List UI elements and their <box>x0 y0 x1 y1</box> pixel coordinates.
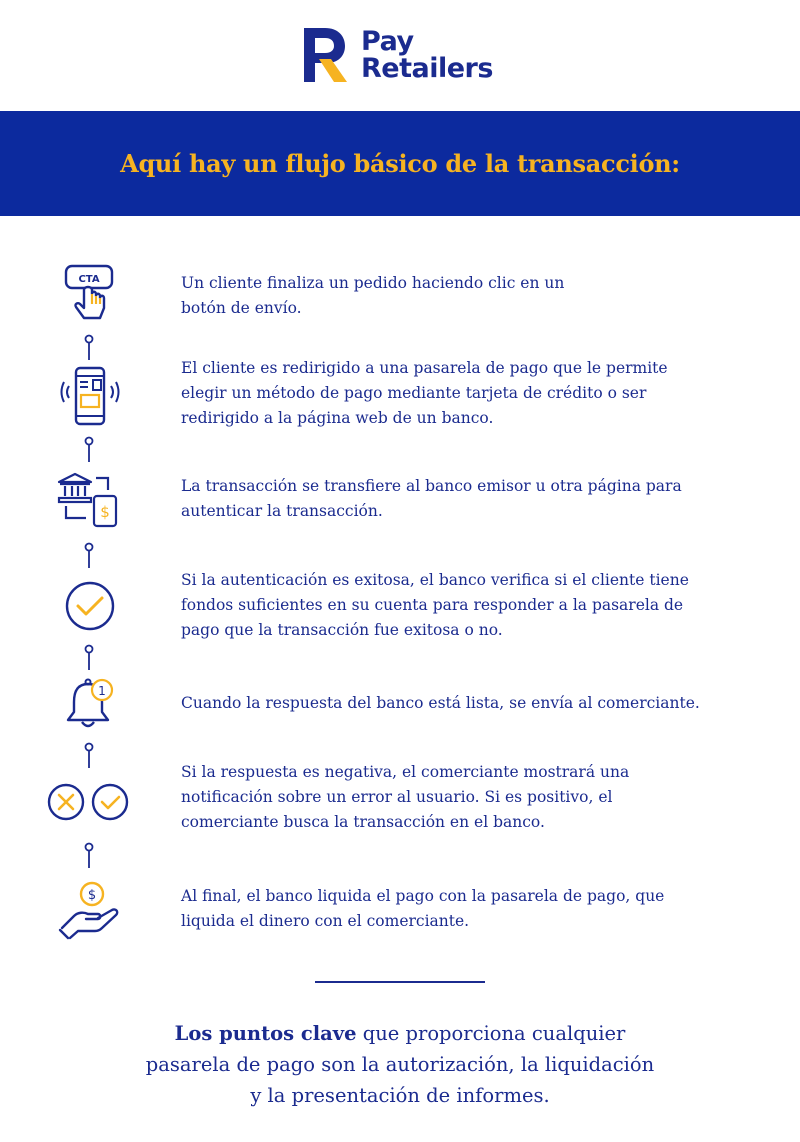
connector-5 <box>84 742 94 768</box>
cta-click-icon <box>62 264 118 324</box>
bank-transfer-icon <box>56 470 122 530</box>
closing-statement <box>60 1018 740 1111</box>
hand-coin-icon <box>58 880 122 940</box>
closing-line-1 <box>60 1018 740 1049</box>
closing-line-3: y la presentación de informes. <box>250 1084 550 1107</box>
section-divider <box>315 981 485 983</box>
step-7-text: Al final, el banco liquida el pago con la pasarela de pago, que liquida el dinero con el comerciante. <box>181 887 665 930</box>
coin-dollar-sign: $ <box>87 888 97 903</box>
connector-1 <box>84 334 94 360</box>
step-6-text: Si la respuesta es negativa, el comerciante mostrará una notificación sobre un error al usuario. Si es positivo, el comerciante busca la transacción en el banco. <box>181 763 630 831</box>
closing-bold: Los puntos clave <box>174 1022 357 1045</box>
logo-wordmark <box>361 28 493 82</box>
title-banner <box>0 111 800 216</box>
cta-label: CTA <box>78 274 100 285</box>
step-5-text: Cuando la respuesta del banco está lista, se envía al comerciante. <box>181 694 700 712</box>
logo-line-1: Pay <box>361 26 414 57</box>
connector-4 <box>84 644 94 670</box>
pay-retailers-logo-mark-icon <box>301 26 349 84</box>
bell-notification-icon <box>62 676 122 732</box>
payment-phone-icon <box>60 366 120 428</box>
logo-line-2: Retailers <box>361 53 493 84</box>
closing-rest-1: que proporciona cualquier <box>356 1022 626 1045</box>
bell-badge-count: 1 <box>98 684 106 698</box>
bank-dollar-sign: $ <box>100 503 110 521</box>
pay-retailers-logo <box>301 26 521 88</box>
step-4-text: Si la autenticación es exitosa, el banco verifica si el cliente tiene fondos suficientes en su cuenta para responder a la pasarela de pago que la transacción fue exitosa o no. <box>181 571 689 639</box>
step-3-text: La transacción se transfiere al banco emisor u otra página para autenticar la transacción. <box>181 477 682 520</box>
connector-6 <box>84 842 94 868</box>
cross-and-check-icon <box>46 782 132 822</box>
step-2-text: El cliente es redirigido a una pasarela de pago que le permite elegir un método de pago mediante tarjeta de crédito o ser redirigido a la página web de un banco. <box>181 359 668 427</box>
connector-2 <box>84 436 94 462</box>
check-circle-icon <box>64 580 116 632</box>
closing-line-2: pasarela de pago son la autorización, la liquidación <box>145 1053 655 1076</box>
connector-3 <box>84 542 94 568</box>
banner-title: Aquí hay un flujo básico de la transacción: <box>120 149 680 178</box>
step-1-text: Un cliente finaliza un pedido haciendo clic en un botón de envío. <box>181 274 565 317</box>
